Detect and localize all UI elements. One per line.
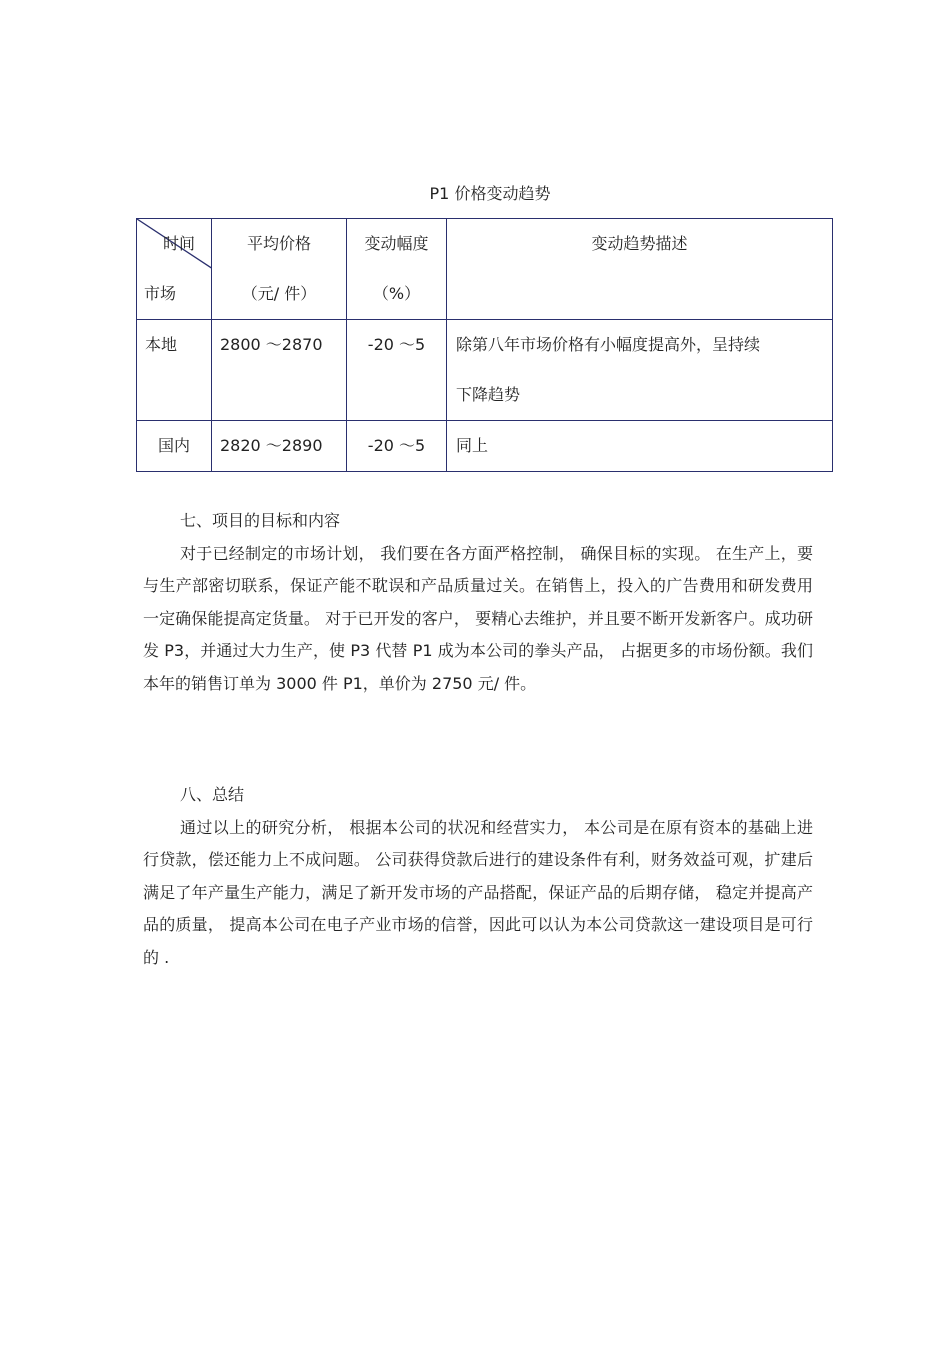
- table-header-row: [137, 219, 833, 320]
- price-range: 2800 ～2870: [220, 335, 323, 354]
- price-cell: [212, 320, 347, 421]
- header-avg-price-line2: （元/ 件）: [241, 284, 317, 303]
- change-range: -20 ～5: [367, 436, 426, 455]
- table-row: [137, 320, 833, 421]
- section-project-goals: [143, 505, 813, 700]
- header-market: 市场: [144, 284, 177, 303]
- market-cell: [137, 320, 212, 421]
- price-cell: [212, 421, 347, 472]
- section-paragraph: 通过以上的研究分析， 根据本公司的状况和经营实力， 本公司是在原有资本的基础上进行贷款，偿还能力上不成问题。 公司获得贷款后进行的建设条件有利，财务效益可观，扩建后满足了年产量生产能力，满足了新开发市场的产品搭配，保证产品的后期存储， 稳定并提高产品的质量， 提高本公司在电子产业市场的信誉，因此可以认为本公司贷款这一建设项目是可行的 .: [143, 817, 813, 967]
- table-title: P1 价格变动趋势: [429, 184, 551, 203]
- market-name: 本地: [145, 335, 178, 354]
- price-range: 2820 ～2890: [220, 436, 323, 455]
- diagonal-header-cell: [137, 219, 212, 320]
- change-range: -20 ～5: [367, 335, 426, 354]
- header-change-line1: 变动幅度: [364, 234, 429, 253]
- trend-cell: [447, 320, 833, 421]
- market-name: 国内: [157, 436, 190, 455]
- header-change-line2: （%）: [372, 284, 421, 303]
- price-trend-table: [136, 218, 833, 472]
- header-change-range: [347, 219, 447, 320]
- header-avg-price: [212, 219, 347, 320]
- section-summary: [143, 779, 813, 974]
- section-heading: 七、项目的目标和内容: [180, 511, 341, 530]
- market-cell: [137, 421, 212, 472]
- trend-description-line2: 下降趋势: [456, 385, 521, 404]
- trend-cell: [447, 421, 833, 472]
- header-time: 时间: [163, 234, 196, 253]
- trend-description-line1: 除第八年市场价格有小幅度提高外，呈持续: [456, 335, 761, 354]
- table-row: [137, 421, 833, 472]
- header-trend-description: [447, 219, 833, 320]
- trend-description-line1: 同上: [456, 436, 489, 455]
- header-avg-price-line1: 平均价格: [246, 234, 311, 253]
- section-paragraph: 对于已经制定的市场计划， 我们要在各方面严格控制， 确保目标的实现。 在生产上，要与生产部密切联系，保证产能不耽误和产品质量过关。在销售上，投入的广告费用和研发费用一定确保能提高定货量。 对于已开发的客户， 要精心去维护，并且要不断开发新客户。成功研发 P3，并通过大力生产，使 P3 代替 P1 成为本公司的拳头产品， 占据更多的市场份额。我们本年的销售订单为 3000 件 P1，单价为 2750 元/ 件。: [143, 543, 813, 693]
- change-cell: [347, 421, 447, 472]
- header-trend-label: 变动趋势描述: [591, 234, 688, 253]
- section-heading: 八、总结: [180, 785, 245, 804]
- change-cell: [347, 320, 447, 421]
